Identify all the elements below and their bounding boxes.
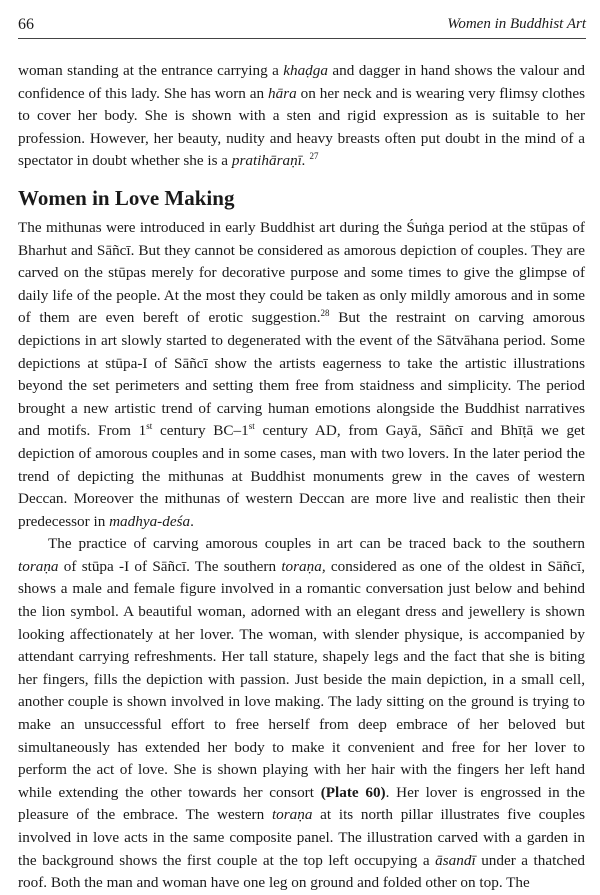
running-head: Women in Buddhist Art: [447, 16, 586, 32]
term-khadga: khaḍga: [283, 62, 328, 79]
term-hara: hāra: [268, 84, 297, 102]
section-heading: Women in Love Making: [18, 185, 235, 210]
term-madhya-desa: madhya-deśa: [109, 512, 191, 530]
page-header: [18, 16, 586, 39]
page-body: [18, 60, 585, 895]
paragraph-continued: woman standing at the entrance carrying a khaḍga and dagger in hand shows the valour and confidence of this lady. She has worn an hāra on her neck and is wearing very flimsy clothes to cover her body. She is shown with a sten and rigid expression as is suitable to her profession. However, her beauty, nudity and heavy breasts often put doubt in the mind of a spectator in doubt whether she is a pratihāraṇī. $^{27}$: [18, 62, 585, 170]
term-asandi: āsandī: [435, 851, 476, 869]
term-pratiharani: pratihāraṇī.: [231, 152, 306, 170]
plate-reference: (Plate 60): [320, 783, 386, 801]
paragraph-mithunas-intro: The mithunas were introduced in early Buddhist art during the Śuṅga period at the stūpas of Bharhut and Sāñcī. But they cannot be considered as amorous depiction of couples. They are carved on the stūpas merely for decorative purpose and some times to give the glimpse of daily life of the people. At the most they could be taken as only mildly amorous and in some of them are even bereft of erotic suggestion.$^{28}$ But the restraint on carving amorous depictions in art slowly started to degenerated with the event of the Sātvāhana period. Some depictions at stūpa-I of Sāñcī show the artists eagerness to take the artistic illustrations beyond the set perimeters and setting them free from staidness and simplicity. The period brought a new artistic trend of carving human emotions alongside the Buddhist narratives and motifs. From 1st century BC–1st century AD, from Gayā, Sāñcī and Bhīṭā we get depiction of amorous couples and in some cases, man with two lovers. In the later period the trend of depicting the mithunas at Buddhist monuments grew in the caves of western Deccan. Moreover the mithunas of western Deccan are more live and realistic then their predecessor in madhya-deśa.: [18, 218, 585, 530]
paragraph-southern-torana: The practice of carving amorous couples in art can be traced back to the southern toraṇa of stūpa -I of Sāñcī. The southern toraṇa, considered as one of the oldest in Sāñcī, shows a male and female figure involved in a romantic conversation just below and behind the lion symbol. A beautiful woman, adorned with an elegant dress and jewellery is shown looking affectionately at her lover. The woman, with slender physique, is accompanied by attendant carrying refreshments. Her tall stature, shapely legs and the fact that she is biting her fingers, fills the depiction with passion. Just beside the main depiction, in a small cell, another couple is shown involved in love making. The lady sitting on the ground is trying to make an unsuccessful effort to free herself from deep embrace of her beloved but simultaneously has extended her body to make it convenient and free for her lover to perform the act of love. She is shown playing with her hair with the fingers her left hand while extending the other towards her consort (Plate 60). Her lover is engrossed in the pleasure of the embrace. The western toraṇa at its north pillar illustrates five couples involved in love acts in the same composite panel. The illustration carved with a garden in the background shows the first couple at the top left occupying a āsandī under a thatched roof. Both the man and woman have one leg on ground and folded other on top. The: [18, 535, 585, 892]
footnote-ref-27: 27: [309, 151, 319, 162]
footnote-ref-28: 28: [320, 308, 330, 319]
page-number: 66: [18, 16, 34, 33]
